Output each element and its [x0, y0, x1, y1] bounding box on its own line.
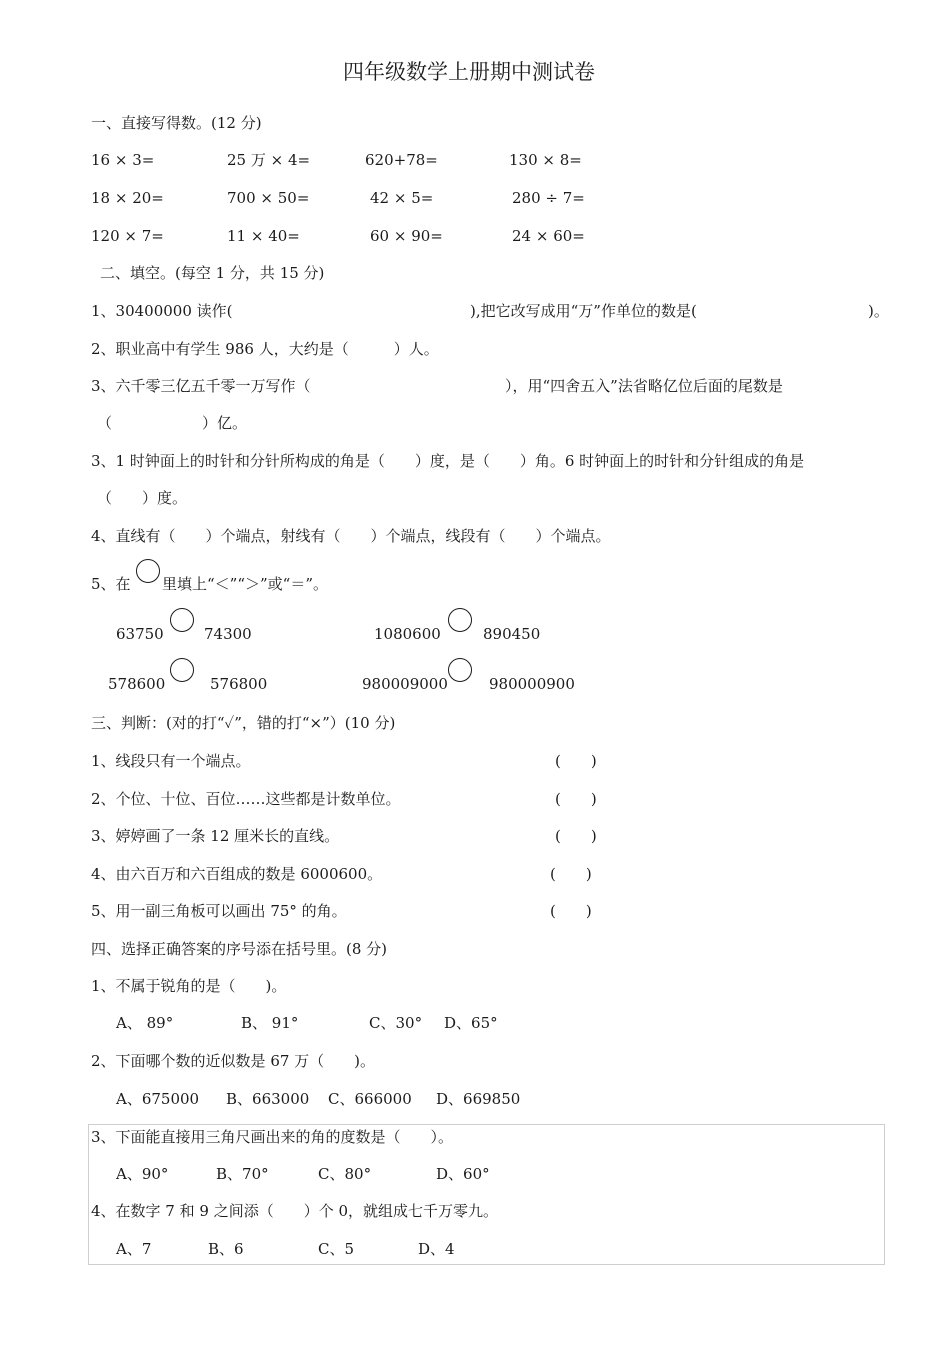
- section4-heading: 四、选择正确答案的序号添在括号里。(8 分): [91, 940, 388, 958]
- compare-left: 63750: [116, 625, 164, 643]
- judge-item: 2、个位、十位、百位……这些都是计数单位。: [91, 790, 401, 808]
- fill-q5: 4、直线有（ ）个端点，射线有（ ）个端点，线段有（ ）个端点。: [91, 527, 611, 545]
- page-title: 四年级数学上册期中测试卷: [343, 60, 595, 84]
- option: D、60°: [436, 1165, 490, 1183]
- calc-item: 42 × 5=: [370, 189, 434, 207]
- fill-q3-part3: （ ）亿。: [97, 414, 248, 432]
- calc-item: 620+78=: [365, 151, 438, 169]
- calc-item: 11 × 40=: [227, 227, 300, 245]
- choice-q1: 1、不属于锐角的是（ )。: [91, 977, 287, 995]
- compare-circle[interactable]: [170, 658, 194, 682]
- calc-item: 130 × 8=: [509, 151, 582, 169]
- fill-q6-part2: 里填上“＜”“＞”或“＝”。: [162, 575, 329, 593]
- fill-q1-part3: )。: [868, 302, 889, 320]
- choice-q2: 2、下面哪个数的近似数是 67 万（ )。: [91, 1052, 376, 1070]
- fill-q1-part1: 1、30400000 读作(: [91, 302, 233, 320]
- calc-item: 120 × 7=: [91, 227, 164, 245]
- option: A、90°: [116, 1165, 169, 1183]
- section1-heading: 一、直接写得数。(12 分): [91, 114, 262, 132]
- calc-item: 280 ÷ 7=: [512, 189, 585, 207]
- choice-q3: 3、下面能直接用三角尺画出来的角的度数是（ ）。: [91, 1128, 454, 1146]
- compare-circle[interactable]: [170, 608, 194, 632]
- calc-item: 25 万 × 4=: [227, 151, 311, 169]
- fill-q3-part1: 3、六千零三亿五千零一万写作（: [91, 377, 311, 395]
- circle-icon: [136, 559, 160, 583]
- fill-q1-part2: ),把它改写成用“万”作单位的数是(: [470, 302, 697, 320]
- calc-item: 60 × 90=: [370, 227, 443, 245]
- option: A、675000: [116, 1090, 200, 1108]
- compare-right: 890450: [483, 625, 541, 643]
- compare-circle[interactable]: [448, 608, 472, 632]
- option: D、4: [418, 1240, 455, 1258]
- choice-q4: 4、在数字 7 和 9 之间添（ ）个 0，就组成七千万零九。: [91, 1202, 499, 1220]
- judge-answer-paren[interactable]: ( ): [550, 865, 592, 883]
- judge-answer-paren[interactable]: ( ): [550, 902, 592, 920]
- option: C、666000: [328, 1090, 412, 1108]
- judge-item: 1、线段只有一个端点。: [91, 752, 251, 770]
- judge-answer-paren[interactable]: ( ): [555, 752, 597, 770]
- judge-answer-paren[interactable]: ( ): [555, 790, 597, 808]
- option: A、 89°: [116, 1014, 174, 1032]
- option: D、669850: [436, 1090, 521, 1108]
- option: C、30°: [369, 1014, 423, 1032]
- fill-q3-part2: ），用“四舍五入”法省略亿位后面的尾数是: [505, 377, 783, 395]
- compare-right: 74300: [204, 625, 252, 643]
- calc-item: 18 × 20=: [91, 189, 164, 207]
- compare-circle[interactable]: [448, 658, 472, 682]
- compare-left: 578600: [108, 675, 166, 693]
- compare-left: 980009000: [362, 675, 448, 693]
- option: D、65°: [444, 1014, 498, 1032]
- judge-item: 4、由六百万和六百组成的数是 6000600。: [91, 865, 383, 883]
- calc-item: 700 × 50=: [227, 189, 310, 207]
- compare-left: 1080600: [374, 625, 441, 643]
- fill-q6-part1: 5、在: [91, 575, 131, 593]
- fill-q2: 2、职业高中有学生 986 人，大约是（ ）人。: [91, 340, 439, 358]
- section2-heading: 二、填空。(每空 1 分，共 15 分): [100, 264, 325, 282]
- fill-q4-line2: （ ）度。: [97, 489, 188, 507]
- option: C、5: [318, 1240, 355, 1258]
- option: C、80°: [318, 1165, 372, 1183]
- fill-q4-line1: 3、1 时钟面上的时针和分针所构成的角是（ ）度，是（ ）角。6 时钟面上的时针和分针组成的角是: [91, 452, 805, 470]
- calc-item: 16 × 3=: [91, 151, 155, 169]
- section3-heading: 三、判断：(对的打“✓”，错的打“×”）(10 分): [91, 714, 396, 732]
- calc-item: 24 × 60=: [512, 227, 585, 245]
- option: B、6: [208, 1240, 244, 1258]
- judge-item: 5、用一副三角板可以画出 75° 的角。: [91, 902, 347, 920]
- compare-right: 576800: [210, 675, 268, 693]
- option: A、7: [116, 1240, 152, 1258]
- compare-right: 980000900: [489, 675, 575, 693]
- option: B、70°: [216, 1165, 269, 1183]
- judge-item: 3、婷婷画了一条 12 厘米长的直线。: [91, 827, 340, 845]
- judge-answer-paren[interactable]: ( ): [555, 827, 597, 845]
- option: B、 91°: [241, 1014, 299, 1032]
- option: B、663000: [226, 1090, 310, 1108]
